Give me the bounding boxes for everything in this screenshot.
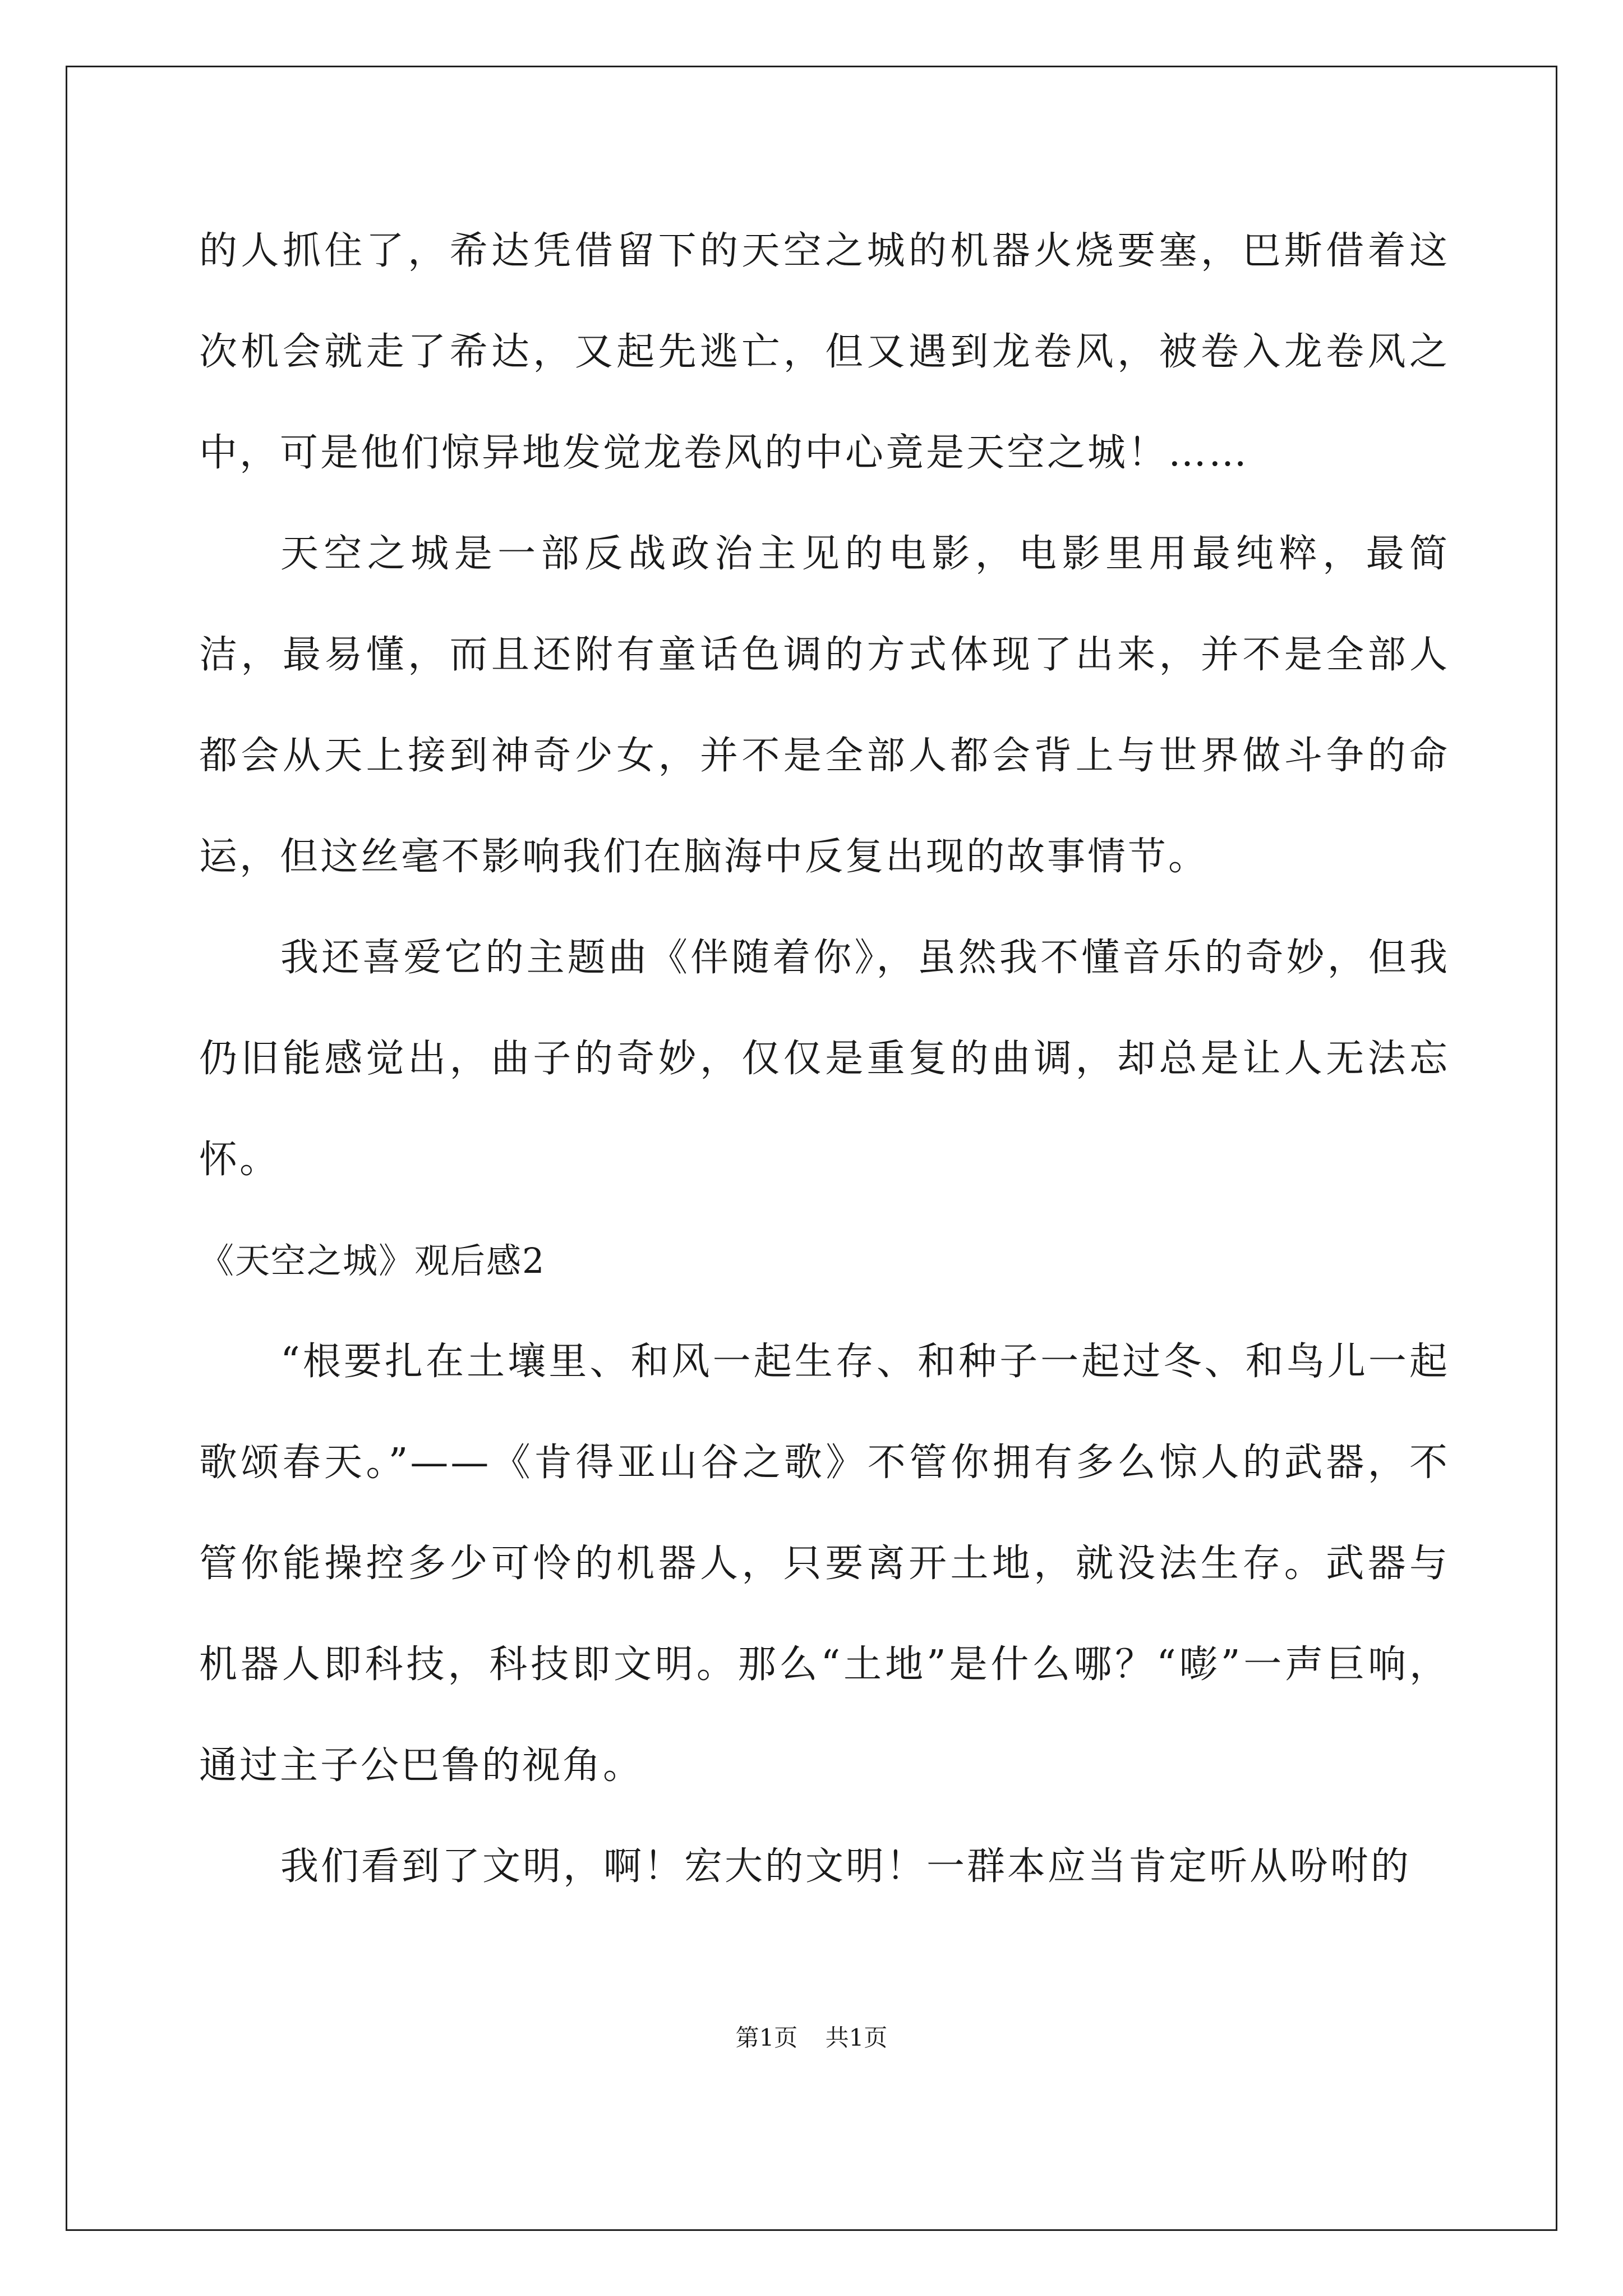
paragraph-5: 我们看到了文明，啊！宏大的文明！一群本应当肯定听从吩咐的 — [280, 1844, 1412, 1889]
page-footer — [0, 2019, 1623, 2053]
paragraph-1: 的人抓住了，希达凭借留下的天空之城的机器火烧要塞，巴斯借着这次机会就走了希达，又起先逃亡，但又遇到龙卷风，被卷入龙卷风之中，可是他们惊异地发觉龙卷风的中心竟是天空之城！…… — [199, 229, 1450, 475]
document-body — [199, 201, 1450, 1917]
paragraph-3: 我还喜爱它的主题曲《伴随着你》，虽然我不懂音乐的奇妙，但我仍旧能感觉出，曲子的奇妙，仅仅是重复的曲调，却总是让人无法忘怀。 — [199, 936, 1450, 1182]
section-heading: 《天空之城》观后感2 — [199, 1240, 546, 1281]
paragraph-4: “根要扎在土壤里、和风一起生存、和种子一起过冬、和鸟儿一起歌颂春天。”——《肯得亚山谷之歌》不管你拥有多么惊人的武器，不管你能操控多少可怜的机器人，只要离开土地，就没法生存。武器与机器人即科技，科技即文明。那么“土地”是什么哪？“嘭”一声巨响，通过主子公巴鲁的视角。 — [199, 1340, 1450, 1788]
page-number-total: 共1页 — [825, 2024, 888, 2051]
paragraph-2: 天空之城是一部反战政治主见的电影，电影里用最纯粹，最简洁，最易懂，而且还附有童话色调的方式体现了出来，并不是全部人都会从天上接到神奇少女，并不是全部人都会背上与世界做斗争的命运，但这丝毫不影响我们在脑海中反复出现的故事情节。 — [199, 532, 1450, 879]
page-number-current: 第1页 — [735, 2024, 798, 2051]
